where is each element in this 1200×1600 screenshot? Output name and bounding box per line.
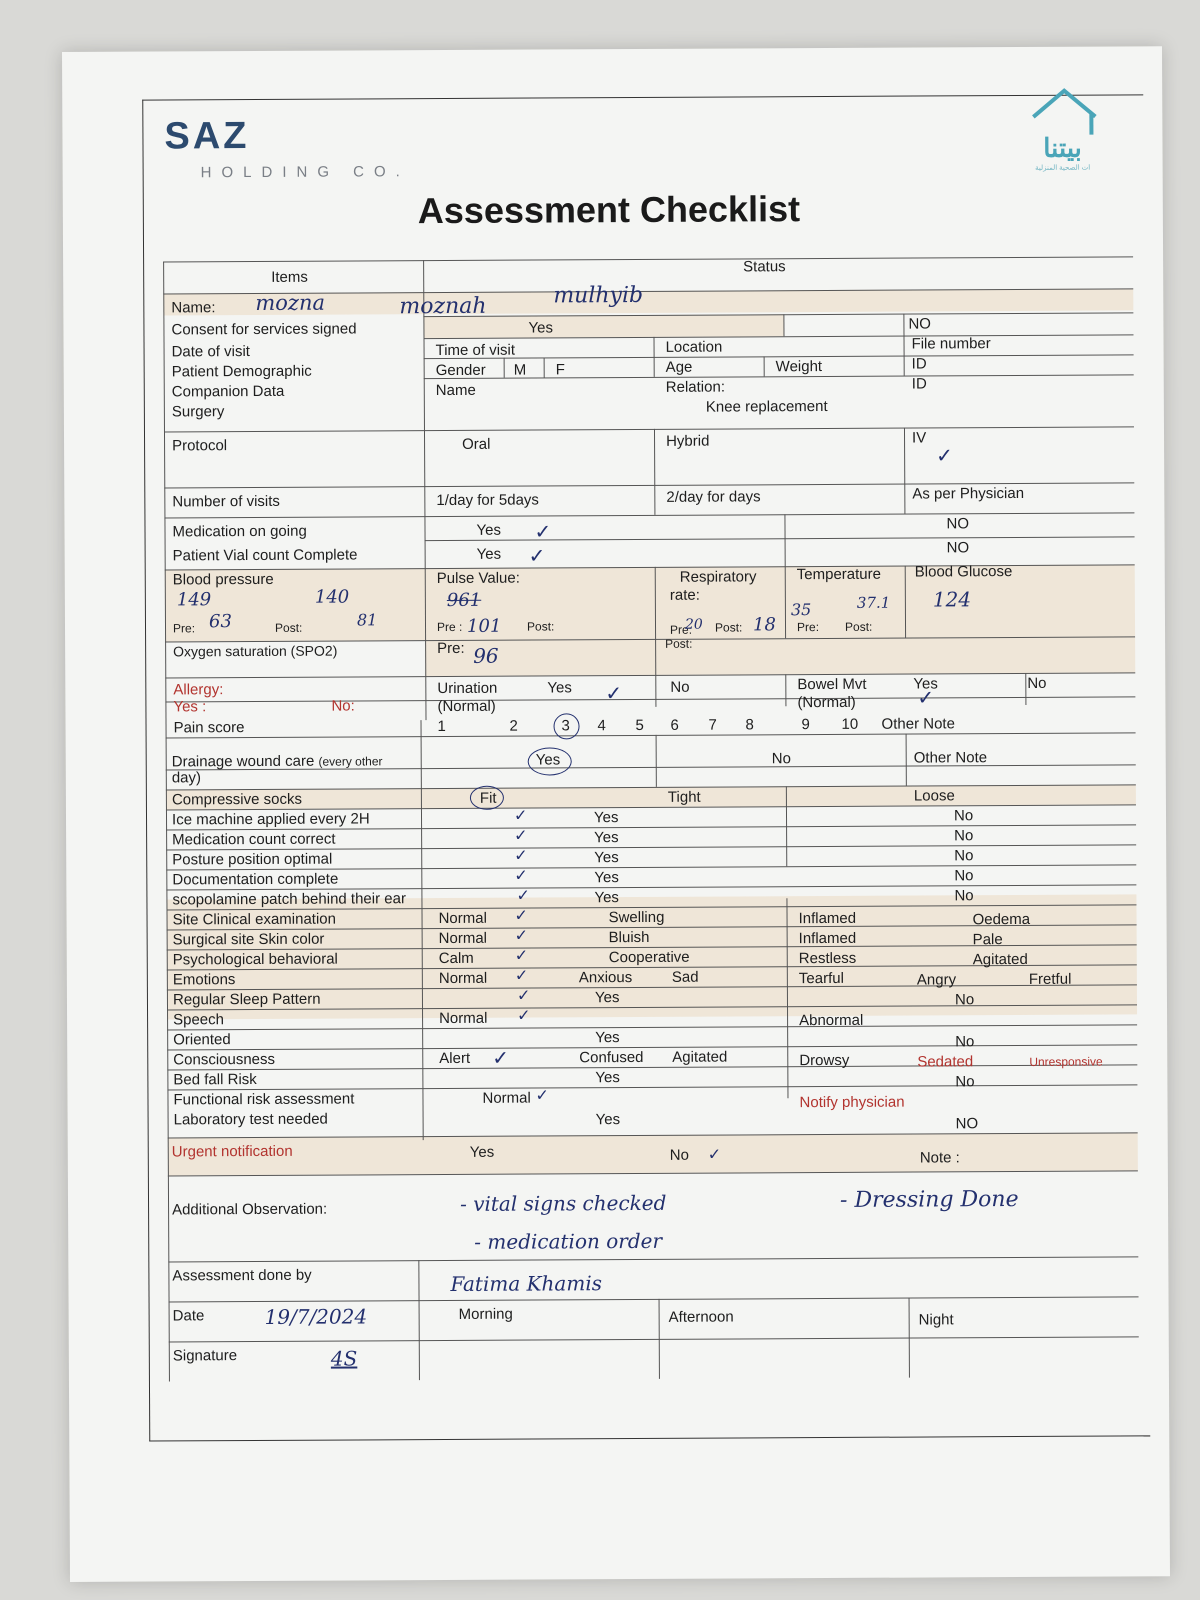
hw-pulse-top: 961 (446, 589, 482, 611)
visits-physician: As per Physician (912, 484, 1025, 503)
lab-yes: Yes (595, 1111, 621, 1129)
hw-glucose: 124 (932, 587, 972, 612)
label-emotions: Emotions (172, 971, 236, 989)
temp-post: Post: (844, 619, 873, 634)
drainage-yes: Yes (535, 751, 561, 769)
hw-observation-3: - Dressing Done (839, 1187, 1019, 1213)
hw-signature: 4S (330, 1346, 358, 1371)
date-night: Night (918, 1311, 954, 1329)
site-oedema: Oedema (972, 910, 1031, 929)
scopolamine-yes: Yes (594, 889, 619, 907)
label-pain-score: Pain score (173, 719, 245, 737)
label-bp-pre: Pre: (172, 621, 196, 636)
hw-spo2-pre: 96 (473, 643, 499, 668)
site-inflamed: Inflamed (798, 909, 857, 928)
column-rule (785, 674, 786, 706)
label-urgent: Urgent notification (171, 1142, 293, 1161)
resp-pre: Pre: (669, 622, 693, 637)
socks-fit: Fit (479, 789, 497, 807)
label-lab-test: Laboratory test needed (173, 1110, 328, 1129)
label-skin-color: Surgical site Skin color (172, 930, 325, 949)
skin-pale: Pale (972, 931, 1003, 949)
pain-other-note: Other Note (881, 715, 955, 733)
consent-yes: Yes (528, 319, 553, 337)
consciousness-alert: Alert (439, 1049, 471, 1068)
relation: Relation: (665, 378, 726, 396)
age: Age (665, 358, 693, 376)
drainage-label-text: Drainage wound care (171, 752, 315, 771)
label-bed-fall: Bed fall Risk (173, 1070, 257, 1089)
label-documentation: Documentation complete (172, 870, 339, 889)
hw-name-1: mozna (255, 290, 326, 315)
label-medication-count: Medication count correct (172, 830, 336, 849)
pain-5: 5 (635, 716, 644, 735)
status-header: Status (743, 258, 786, 276)
check-icon: ✓ (492, 1047, 510, 1070)
protocol-hybrid: Hybrid (666, 432, 710, 450)
bowel-normal: (Normal) (797, 693, 856, 712)
ice-yes: Yes (593, 809, 619, 827)
column-rule (1025, 673, 1026, 705)
hw-name-2: moznah (399, 293, 487, 320)
protocol-oral: Oral (462, 435, 491, 453)
bowel-yes: Yes (913, 675, 938, 693)
vial-no: NO (946, 539, 970, 557)
med-count-yes: Yes (594, 829, 619, 847)
label-vial-count: Patient Vial count Complete (172, 546, 358, 565)
emotion-angry: Angry (916, 971, 957, 989)
label-additional-obs: Additional Observation: (172, 1200, 328, 1219)
pain-7: 7 (708, 716, 717, 734)
resp-post: Post: (714, 620, 743, 635)
check-icon: ✓ (514, 927, 529, 945)
emotion-tearful: Tearful (798, 969, 844, 988)
urination: Urination (437, 679, 498, 698)
socks-tight: Tight (667, 788, 701, 806)
file-number: File number (911, 335, 991, 353)
label-consciousness: Consciousness (173, 1050, 276, 1069)
site-swelling: Swelling (608, 908, 665, 927)
urgent-no: No (669, 1146, 690, 1164)
label-drainage-day: day) (171, 769, 202, 787)
gender-m: M (513, 361, 527, 379)
skin-inflamed: Inflamed (798, 929, 857, 948)
location: Location (665, 338, 723, 356)
socks-loose: Loose (913, 787, 955, 805)
label-oxygen-saturation: Oxygen saturation (SPO2) (173, 642, 338, 660)
psych-calm: Calm (438, 949, 474, 968)
drainage-note: (every other (318, 754, 383, 769)
consciousness-agitated: Agitated (672, 1048, 728, 1066)
items-header: Items (271, 268, 308, 286)
bed-fall-no: No (955, 1073, 975, 1091)
drainage-other-note: Other Note (913, 749, 988, 767)
check-icon: ✓ (514, 947, 529, 965)
skin-bluish: Bluish (608, 928, 650, 947)
pain-10: 10 (841, 715, 859, 733)
label-protocol: Protocol (172, 437, 228, 455)
brand-name: SAZ (164, 115, 250, 158)
emotion-fretful: Fretful (1028, 970, 1072, 988)
label-medication-ongoing: Medication on going (172, 522, 307, 541)
consciousness-sedated: Sedated (917, 1053, 974, 1071)
medication-yes: Yes (476, 521, 502, 539)
check-icon: ✓ (528, 545, 546, 568)
sleep-yes: Yes (594, 989, 620, 1007)
weight: Weight (775, 358, 823, 376)
label-surgery: Surgery (171, 403, 225, 421)
surgery-value: Knee replacement (705, 397, 828, 416)
id-2: ID (911, 375, 927, 393)
label-date-of-visit: Date of visit (171, 343, 250, 361)
urination-yes: Yes (547, 679, 572, 697)
label-psych: Psychological behavioral (172, 950, 338, 969)
vial-yes: Yes (476, 545, 502, 563)
label-bp-post: Post: (274, 620, 303, 635)
temp-pre: Pre: (796, 620, 820, 635)
emotion-sad: Sad (671, 968, 699, 986)
band-row (425, 636, 1135, 676)
scopolamine-no: No (954, 887, 974, 905)
check-icon: ✓ (514, 847, 528, 865)
sleep-no: No (954, 991, 975, 1009)
check-icon: ✓ (936, 445, 953, 468)
urination-no: No (670, 678, 690, 696)
label-compressive-socks: Compressive socks (171, 790, 303, 809)
pulse-pre: Pre : (436, 619, 463, 635)
label-speech: Speech (173, 1011, 224, 1029)
label-companion-data: Companion Data (171, 382, 285, 401)
blood-glucose: Blood Glucose (914, 563, 1013, 581)
home-care-tagline: ات الصحية المنزلية (1035, 164, 1091, 172)
ice-no: No (953, 807, 974, 825)
visits-twice-daily: 2/day for days (666, 488, 761, 506)
label-name: Name: (171, 299, 216, 317)
speech-abnormal: Abnormal (799, 1011, 864, 1030)
column-rule (544, 357, 545, 377)
emotion-normal: Normal (438, 969, 488, 988)
hw-bp-pre-top: 149 (176, 589, 212, 611)
check-icon: ✓ (513, 807, 528, 825)
pain-4: 4 (597, 717, 606, 735)
hw-resp-pre: 20 (684, 616, 703, 633)
check-icon: ✓ (514, 967, 529, 985)
hw-temp-post: 37.1 (856, 593, 891, 612)
label-patient-demographic: Patient Demographic (171, 362, 312, 381)
speech-normal: Normal (439, 1009, 488, 1028)
companion-name: Name (435, 381, 476, 400)
oriented-yes: Yes (595, 1029, 620, 1047)
check-icon: ✓ (535, 1087, 549, 1105)
label-consent: Consent for services signed (171, 320, 357, 339)
home-care-logo (1017, 87, 1108, 187)
drainage-no: No (771, 750, 791, 768)
saz-logo (164, 114, 410, 181)
pain-score-circle (553, 713, 579, 739)
site-normal: Normal (438, 909, 487, 928)
drainage-yes-circle (528, 747, 572, 775)
bowel-mvt: Bowel Mvt (797, 675, 867, 694)
column-rule (783, 314, 784, 336)
pain-8: 8 (745, 716, 754, 734)
check-icon: ✓ (516, 987, 531, 1005)
hw-bp-pre-bottom: 63 (208, 611, 232, 633)
label-allergy-yes: Yes : (173, 698, 207, 716)
check-icon: ✓ (917, 687, 935, 710)
posture-yes: Yes (594, 849, 619, 867)
house-icon (1029, 87, 1099, 137)
label-number-of-visits: Number of visits (172, 492, 280, 511)
documentation-no: No (954, 867, 974, 885)
hw-date: 19/7/2024 (264, 1304, 368, 1329)
consent-no: NO (908, 315, 931, 333)
hw-observation-2: - medication order (474, 1228, 663, 1254)
pain-2: 2 (509, 717, 518, 735)
hw-name-3: mulhyib (553, 282, 644, 309)
label-signature: Signature (172, 1347, 238, 1365)
label-scopolamine: scopolamine patch behind their ear (172, 890, 406, 909)
label-drainage (172, 752, 383, 770)
label-ice-machine: Ice machine applied every 2H (171, 810, 370, 829)
brand-subtitle: HOLDING CO. (200, 163, 410, 182)
label-oriented: Oriented (173, 1031, 231, 1049)
id-1: ID (911, 355, 927, 373)
hw-pulse-pre: 101 (466, 615, 502, 637)
emotion-anxious: Anxious (578, 969, 633, 987)
band-row (168, 1132, 1138, 1175)
gender-f: F (555, 361, 565, 379)
label-allergy: Allergy: (173, 681, 224, 699)
column-rule (764, 356, 765, 376)
temperature: Temperature (796, 565, 882, 584)
pain-3: 3 (561, 717, 570, 735)
gender: Gender (435, 361, 486, 380)
check-icon: ✓ (514, 827, 528, 845)
oriented-no: No (955, 1033, 975, 1051)
spo2-post: Post: (665, 636, 693, 651)
check-icon: ✓ (534, 521, 552, 544)
psych-cooperative: Cooperative (608, 948, 690, 967)
label-blood-pressure: Blood pressure (172, 570, 274, 589)
posture-no: No (954, 847, 974, 865)
pulse-value: Pulse Value: (436, 569, 520, 588)
socks-fit-circle (470, 786, 504, 810)
column-rule (504, 358, 505, 378)
urgent-note: Note : (919, 1149, 960, 1167)
hw-assessor: Fatima Khamis (450, 1271, 603, 1296)
bed-fall-yes: Yes (595, 1069, 620, 1087)
consciousness-unresponsive: Unresponsive (1029, 1054, 1103, 1069)
check-icon: ✓ (605, 683, 623, 706)
check-icon: ✓ (517, 1007, 531, 1025)
label-allergy-no: No: (331, 697, 355, 715)
hw-bp-post-top: 140 (314, 586, 350, 608)
pulse-post: Post: (526, 619, 555, 634)
date-afternoon: Afternoon (668, 1308, 734, 1326)
label-posture: Posture position optimal (172, 850, 333, 869)
respiratory-rate: Respiratory (679, 568, 757, 586)
med-count-no: No (954, 827, 974, 845)
bowel-no: No (1027, 674, 1047, 692)
medication-no: NO (946, 515, 970, 533)
functional-normal: Normal (482, 1089, 531, 1107)
label-date: Date (172, 1307, 205, 1325)
visits-once-daily: 1/day for 5days (436, 491, 539, 510)
page-title: Assessment Checklist (417, 188, 801, 232)
pain-1: 1 (437, 717, 446, 736)
home-care-arabic-name: بيتنا (1043, 132, 1082, 163)
notify-physician: Notify physician (799, 1093, 905, 1112)
date-morning: Morning (458, 1305, 513, 1323)
respiratory-rate-2: rate: (669, 586, 700, 604)
check-icon: ✓ (516, 887, 530, 905)
label-sleep: Regular Sleep Pattern (172, 990, 321, 1009)
hw-bp-post-bottom: 81 (356, 610, 378, 630)
column-rule (653, 337, 654, 377)
consciousness-confused: Confused (579, 1048, 644, 1067)
urination-normal: (Normal) (437, 697, 496, 716)
consciousness-drowsy: Drowsy (799, 1051, 850, 1070)
pain-9: 9 (801, 716, 810, 734)
label-assessment-by: Assessment done by (172, 1266, 312, 1285)
check-icon: ✓ (514, 867, 528, 885)
urgent-yes: Yes (469, 1143, 495, 1161)
hw-temp-pre: 35 (790, 600, 812, 620)
lab-no: NO (955, 1115, 979, 1133)
psych-agitated: Agitated (972, 950, 1028, 969)
label-functional-risk: Functional risk assessment (173, 1090, 355, 1109)
hw-resp-post: 18 (752, 614, 776, 636)
pain-6: 6 (670, 716, 679, 734)
label-site-exam: Site Clinical examination (172, 910, 337, 929)
spo2-pre: Pre: (437, 639, 465, 658)
hw-observation-1: - vital signs checked (459, 1190, 667, 1216)
documentation-yes: Yes (594, 869, 619, 887)
time-of-visit: Time of visit (435, 341, 516, 360)
protocol-iv: IV (911, 429, 927, 447)
check-icon: ✓ (514, 907, 528, 925)
check-icon: ✓ (707, 1146, 722, 1164)
skin-normal: Normal (438, 929, 488, 948)
psych-restless: Restless (798, 949, 857, 968)
checklist-paper (62, 46, 1170, 1582)
